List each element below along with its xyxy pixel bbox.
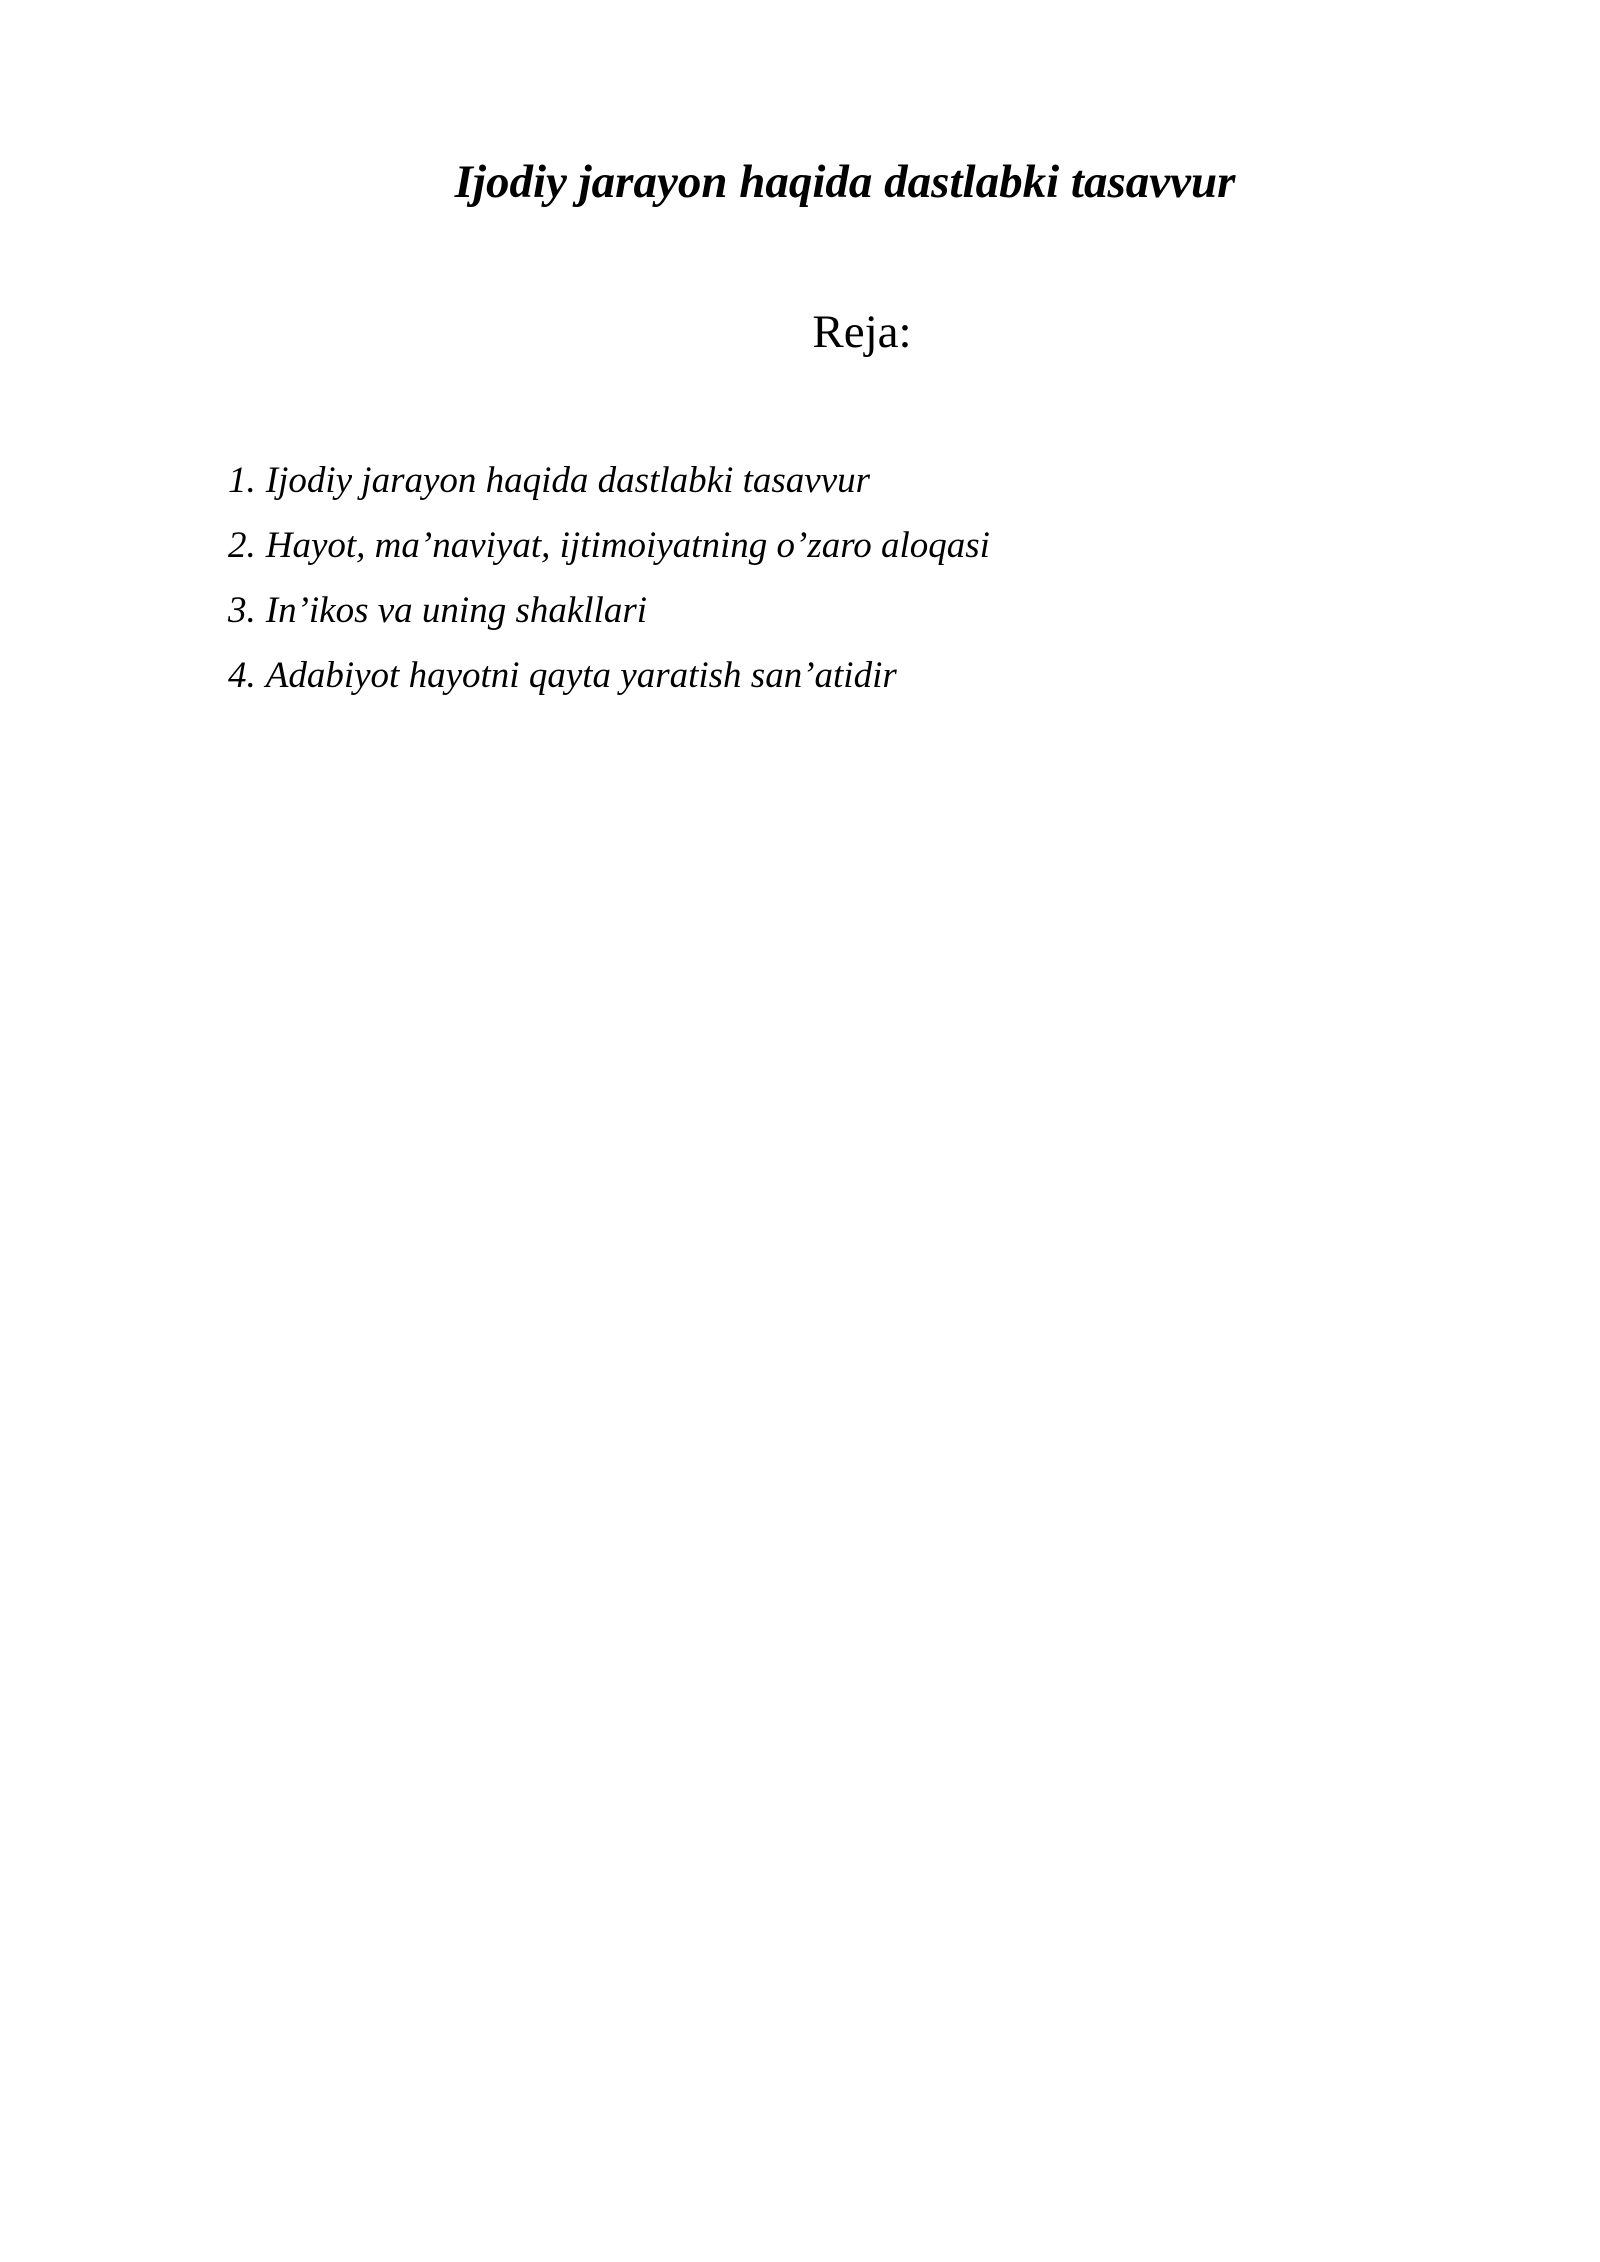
plan-item [228,578,990,643]
plan-item-number: 1. [228,460,256,501]
plan-item [228,448,990,513]
document-title: Ijodiy jarayon haqida dastlabki tasavvur [454,156,1236,208]
plan-item-number: 2. [228,525,256,566]
plan-item-text: Hayot, ma’naviyat, ijtimoiyatning o’zaro aloqasi [265,525,990,566]
plan-item [228,643,990,708]
plan-item-text: Ijodiy jarayon haqida dastlabki tasavvur [265,460,871,501]
plan-item [228,513,990,578]
plan-item-text: Adabiyot hayotni qayta yaratish san’atidir [265,655,897,696]
plan-item-number: 4. [228,655,256,696]
plan-list [228,448,990,708]
plan-item-number: 3. [228,590,256,631]
plan-heading: Reja: [812,306,912,358]
plan-item-text: In’ikos va uning shakllari [265,590,648,631]
